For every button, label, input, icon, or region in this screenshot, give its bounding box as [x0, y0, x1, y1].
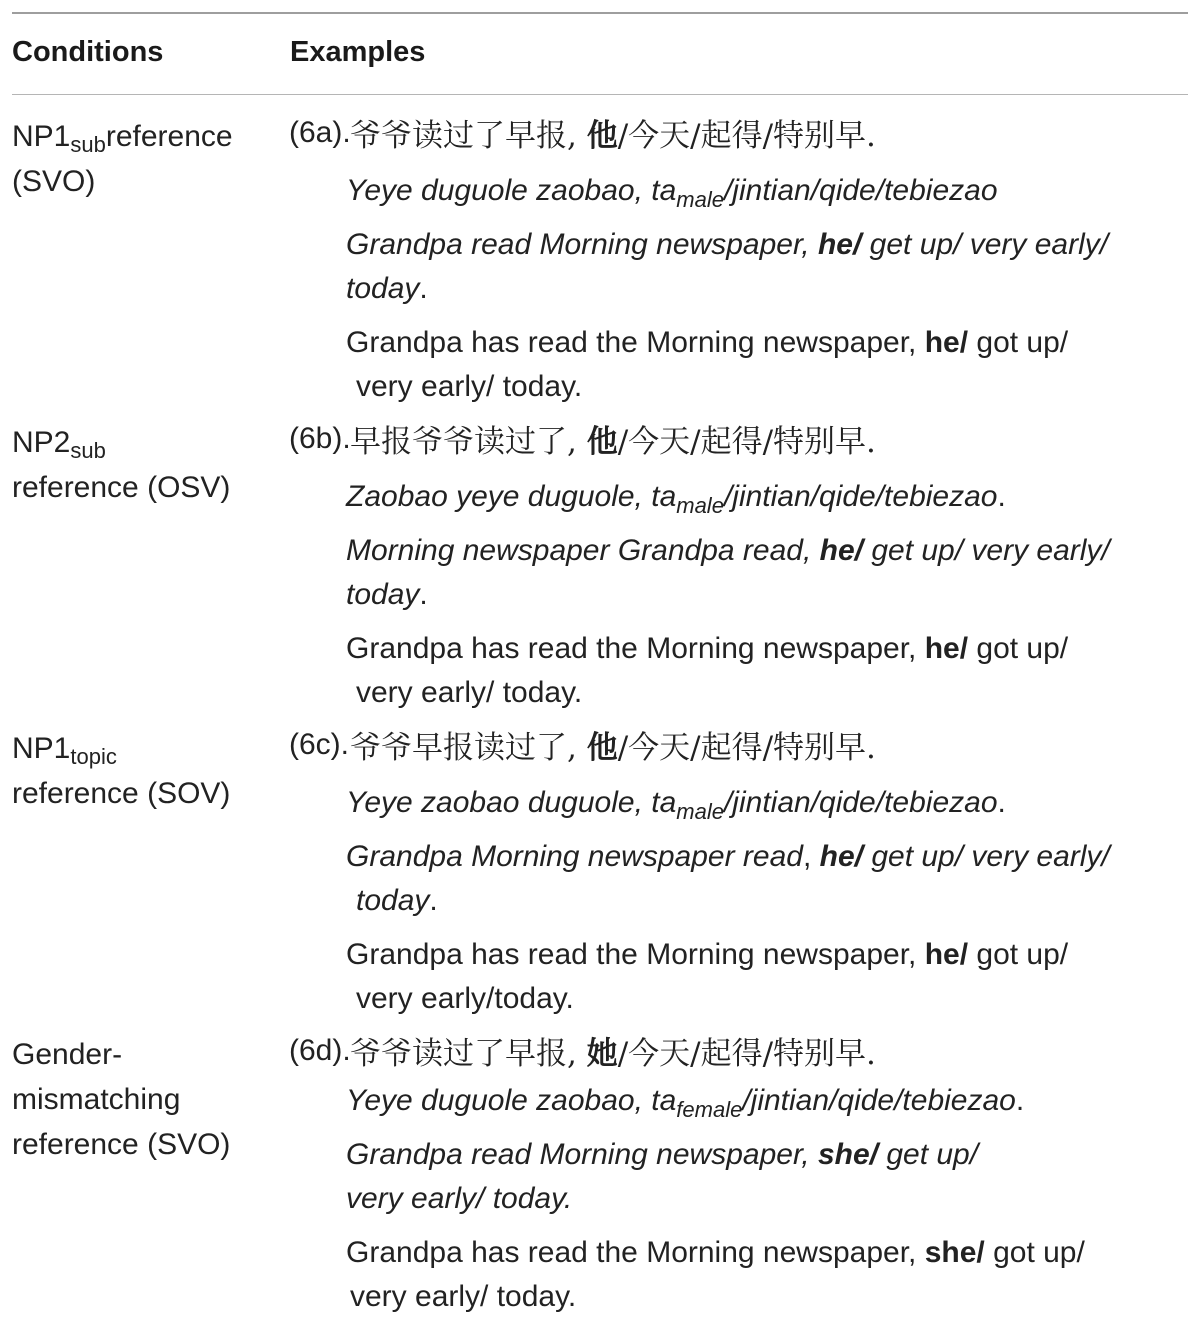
example-number: (6d). [289, 1034, 351, 1067]
header-examples: Examples [290, 36, 426, 68]
translation-line: Grandpa has read the Morning newspaper, he/ got up/ [346, 326, 1069, 359]
chinese-sentence: 爷爷早报读过了, 他/今天/起得/特别早. [350, 730, 876, 766]
table-row [0, 410, 1200, 716]
table-row [0, 104, 1200, 410]
table-header-rule [12, 94, 1188, 95]
gloss-line: Grandpa read Morning newspaper, she/ get up/ [346, 1138, 979, 1171]
chinese-sentence: 爷爷读过了早报, 他/今天/起得/特别早. [350, 118, 876, 154]
condition-cell: $NP1_{topic}$ reference (SOV) [12, 732, 231, 810]
table-top-rule [12, 12, 1188, 14]
gloss-line-2: today. [356, 884, 438, 917]
table-row [0, 1022, 1200, 1328]
gloss-line: Grandpa Morning newspaper read, he/ get up/ very early/ [346, 840, 1110, 873]
gloss-line: Grandpa read Morning newspaper, he/ get up/ very early/ [346, 228, 1109, 261]
condition-cell: Gender- mismatching reference (SVO) [12, 1038, 231, 1161]
example-number: (6c). [289, 728, 349, 761]
translation-line: Grandpa has read the Morning newspaper, she/ got up/ [346, 1236, 1085, 1269]
table-row [0, 716, 1200, 1022]
translation-line: Grandpa has read the Morning newspaper, he/ got up/ [346, 632, 1069, 665]
condition-cell: $NP2_{sub}$ reference (OSV) [12, 426, 231, 504]
translation-line-2: very early/ today. [350, 1280, 577, 1313]
example-number: (6b). [289, 422, 351, 455]
header-conditions: Conditions [12, 36, 164, 68]
gloss-line-2: very early/ today. [346, 1182, 573, 1215]
condition-cell: $NP1_{sub}reference$ (SVO) [12, 120, 233, 198]
translation-line-2: very early/today. [356, 982, 574, 1015]
gloss-line-2: today. [346, 272, 428, 305]
chinese-sentence: 爷爷读过了早报, 她/今天/起得/特别早. [350, 1036, 876, 1072]
chinese-sentence: 早报爷爷读过了, 他/今天/起得/特别早. [350, 424, 876, 460]
translation-line: Grandpa has read the Morning newspaper, he/ got up/ [346, 938, 1069, 971]
pinyin-line: Zaobao yeye duguole, $ta_{male}/jintian/qide$/tebiezao. [346, 480, 1006, 518]
gloss-line: Morning newspaper Grandpa read, he/ get up/ very early/ [346, 534, 1110, 567]
gloss-line-2: today. [346, 578, 428, 611]
pinyin-line: Yeye duguole zaobao, $ta_{male}/jintian/qide$/tebiezao [346, 174, 998, 212]
pinyin-line: Yeye zaobao duguole, $ta_{male}/jintian/qide$/tebiezao. [346, 786, 1006, 824]
pinyin-line: Yeye duguole zaobao, $ta_{female}/jintian/qide$/tebiezao. [346, 1084, 1025, 1122]
translation-line-2: very early/ today. [356, 676, 583, 709]
translation-line-2: very early/ today. [356, 370, 583, 403]
example-number: (6a). [289, 116, 351, 149]
